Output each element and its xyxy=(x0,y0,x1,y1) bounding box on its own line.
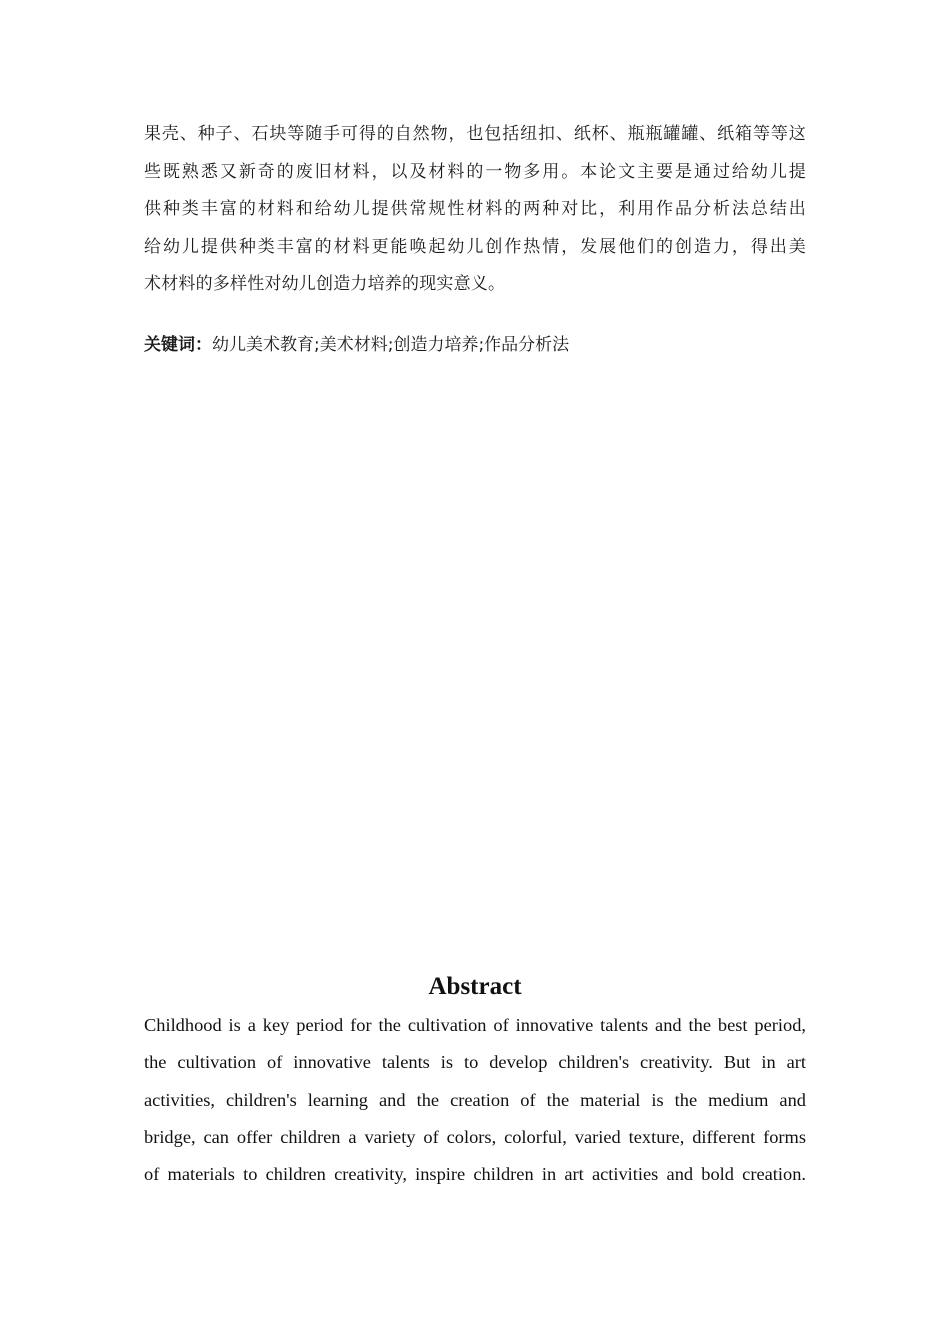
english-abstract-line: Childhood is a key period for the cultivation of innovative talents and the best period, xyxy=(144,1015,806,1035)
english-abstract-body xyxy=(144,1007,806,1193)
chinese-abstract-line: 给幼儿提供种类丰富的材料更能唤起幼儿创作热情，发展他们的创造力，得出美 xyxy=(144,236,806,257)
abstract-heading: Abstract xyxy=(428,973,522,1000)
english-abstract-line: of materials to children creativity, inspire children in art activities and bold creation. xyxy=(144,1164,806,1185)
english-abstract-line: bridge, can offer children a variety of colors, colorful, varied texture, different forms xyxy=(144,1126,806,1147)
chinese-abstract-line: 果壳、种子、石块等随手可得的自然物，也包括纽扣、纸杯、瓶瓶罐罐、纸箱等等这 xyxy=(144,124,806,144)
keywords-value: 幼儿美术教育;美术材料;创造力培养;作品分析法 xyxy=(212,335,570,355)
keywords-line xyxy=(144,330,569,360)
chinese-abstract-body xyxy=(144,116,806,304)
chinese-abstract-line: 些既熟悉又新奇的废旧材料，以及材料的一物多用。本论文主要是通过给幼儿提 xyxy=(144,161,806,182)
english-abstract-line: the cultivation of innovative talents is to develop children's creativity. But in art xyxy=(144,1052,806,1073)
chinese-abstract-line: 供种类丰富的材料和给幼儿提供常规性材料的两种对比，利用作品分析法总结出 xyxy=(144,199,806,219)
english-abstract-line: activities, children's learning and the creation of the material is the medium and xyxy=(144,1089,806,1110)
keywords-label: 关键词： xyxy=(144,335,212,355)
chinese-abstract-line: 术材料的多样性对幼儿创造力培养的现实意义。 xyxy=(144,274,506,294)
